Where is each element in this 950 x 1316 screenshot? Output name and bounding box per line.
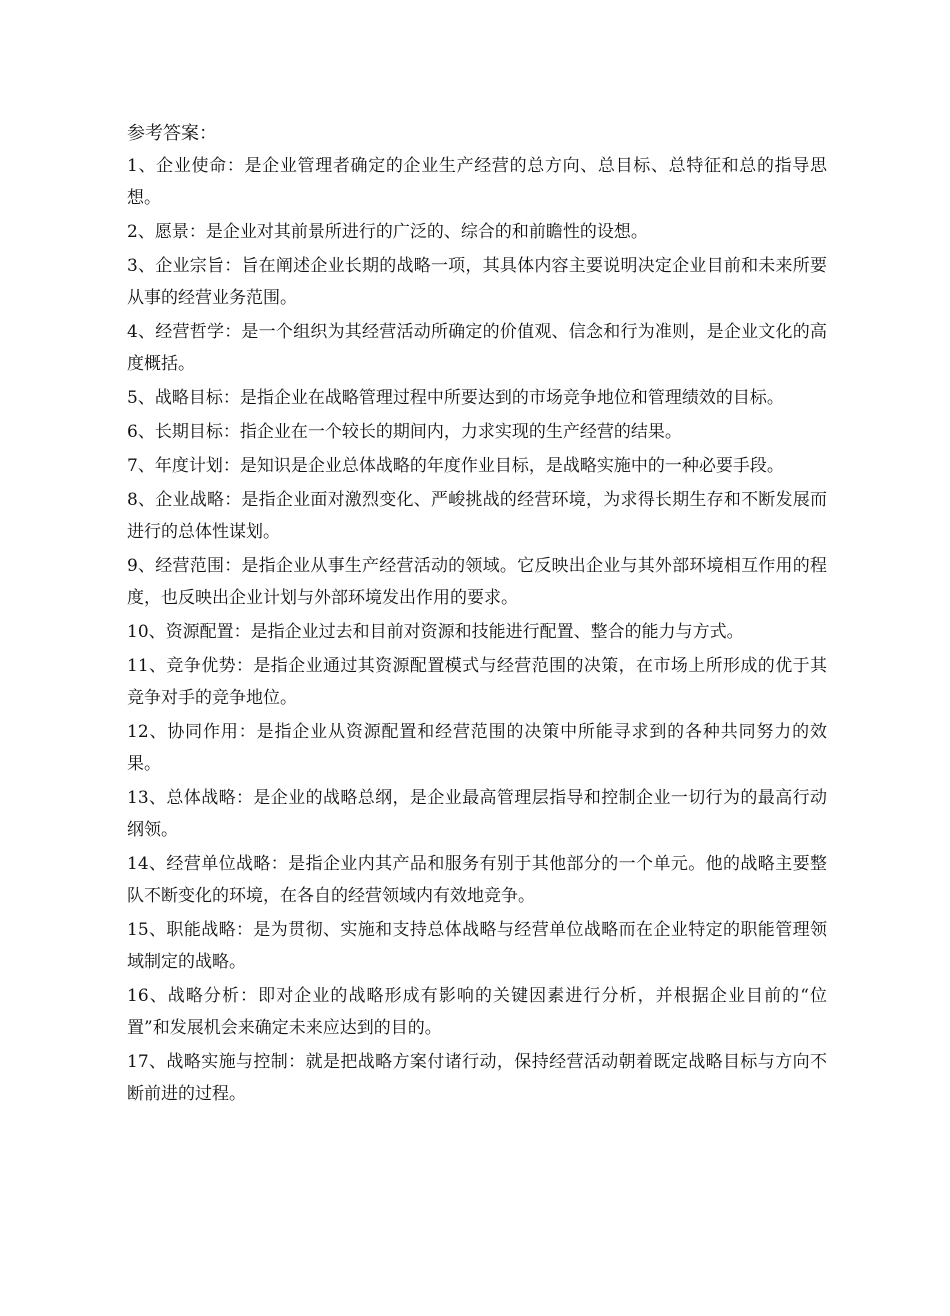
answer-item-15: 15、职能战略：是为贯彻、实施和支持总体战略与经营单位战略而在企业特定的职能管理领域制定的战略。: [127, 920, 827, 972]
answer-item-4: 4、经营哲学：是一个组织为其经营活动所确定的价值观、信念和行为准则，是企业文化的高度概括。: [127, 322, 827, 374]
document-page: [127, 122, 827, 1112]
answer-item-1: 1、企业使命：是企业管理者确定的企业生产经营的总方向、总目标、总特征和总的指导思想。: [127, 156, 827, 208]
answer-item-17: 17、战略实施与控制：就是把战略方案付诸行动，保持经营活动朝着既定战略目标与方向不断前进的过程。: [127, 1052, 827, 1104]
answer-item-12: 12、协同作用：是指企业从资源配置和经营范围的决策中所能寻求到的各种共同努力的效果。: [127, 722, 827, 774]
answer-item-11: 11、竞争优势：是指企业通过其资源配置模式与经营范围的决策，在市场上所形成的优于其竞争对手的竞争地位。: [127, 656, 827, 708]
answer-item-9: 9、经营范围：是指企业从事生产经营活动的领域。它反映出企业与其外部环境相互作用的程度，也反映出企业计划与外部环境发出作用的要求。: [127, 556, 827, 608]
answer-item-5: 5、战略目标：是指企业在战略管理过程中所要达到的市场竞争地位和管理绩效的目标。: [127, 388, 784, 408]
answer-item-7: 7、年度计划：是知识是企业总体战略的年度作业目标，是战略实施中的一种必要手段。: [127, 456, 784, 476]
answer-item-13: 13、总体战略：是企业的战略总纲，是企业最高管理层指导和控制企业一切行为的最高行动纲领。: [127, 788, 827, 840]
answer-item-8: 8、企业战略：是指企业面对激烈变化、严峻挑战的经营环境，为求得长期生存和不断发展而进行的总体性谋划。: [127, 490, 827, 542]
answer-item-2: 2、愿景：是企业对其前景所进行的广泛的、综合的和前瞻性的设想。: [127, 222, 648, 242]
answer-item-16: 16、战略分析：即对企业的战略形成有影响的关键因素进行分析，并根据企业目前的“位置”和发展机会来确定未来应达到的目的。: [127, 986, 827, 1038]
answer-item-6: 6、长期目标：指企业在一个较长的期间内，力求实现的生产经营的结果。: [127, 422, 682, 442]
answers-heading: 参考答案：: [127, 123, 217, 144]
answer-item-10: 10、资源配置：是指企业过去和目前对资源和技能进行配置、整合的能力与方式。: [127, 622, 744, 642]
answer-item-14: 14、经营单位战略：是指企业内其产品和服务有别于其他部分的一个单元。他的战略主要整队不断变化的环境，在各自的经营领域内有效地竞争。: [127, 854, 827, 906]
answer-item-3: 3、企业宗旨：旨在阐述企业长期的战略一项，其具体内容主要说明决定企业目前和未来所要从事的经营业务范围。: [127, 256, 827, 308]
